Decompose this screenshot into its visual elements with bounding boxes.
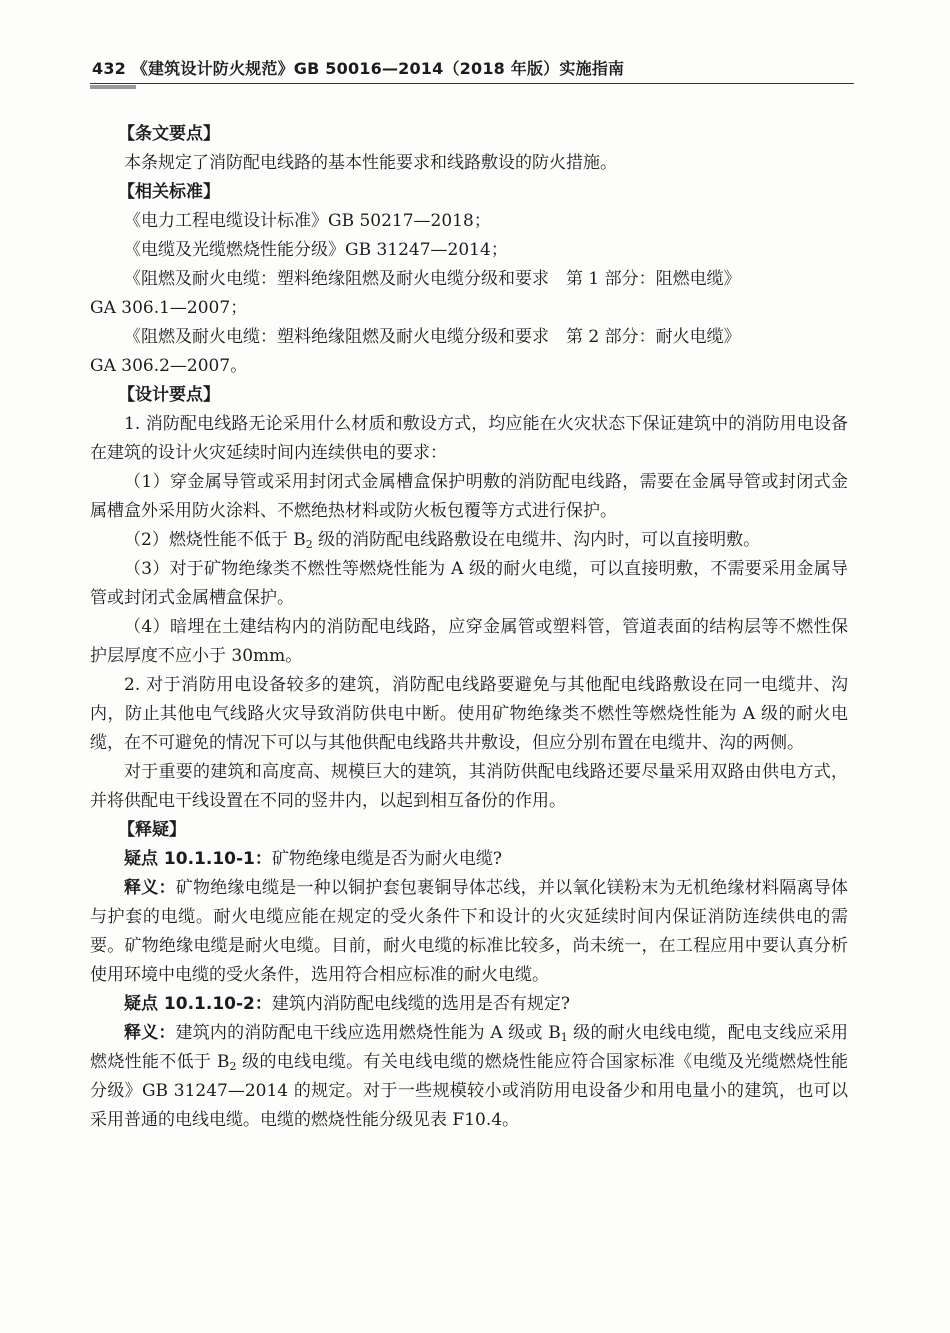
question-text: 矿物绝缘电缆是否为耐火电缆? [271,849,502,869]
answer-label: 释义： [124,1023,176,1043]
subscript: 2 [305,538,313,551]
header-rule [90,83,854,84]
book-title: 《建筑设计防火规范》GB 50016—2014（2018 年版）实施指南 [131,59,625,78]
paragraph: （1）穿金属导管或采用封闭式金属槽盒保护明敷的消防配电线路，需要在金属导管或封闭式金属槽盒外采用防火涂料、不燃绝热材料或防火板包覆等方式进行保护。 [90,472,848,521]
paragraph: （4）暗埋在土建结构内的消防配电线路，应穿金属管或塑料管，管道表面的结构层等不燃性保护层厚度不应小于 30mm。 [90,617,848,666]
paragraph: 1. 消防配电线路无论采用什么材质和敷设方式，均应能在火灾状态下保证建筑中的消防用电设备在建筑的设计火灾延续时间内连续供电的要求： [90,414,848,463]
standard-item-cont: GA 306.2—2007。 [90,356,248,376]
paragraph: 本条规定了消防配电线路的基本性能要求和线路敷设的防火措施。 [124,153,617,173]
standard-item-cont: GA 306.1—2007； [90,298,248,318]
paragraph: 2. 对于消防用电设备较多的建筑，消防配电线路要避免与其他配电线路敷设在同一电缆井、沟内，防止其他电气线路火灾导致消防供电中断。使用矿物绝缘类不燃性等燃烧性能为 A 级的耐火电缆，在不可避免的情况下可以与其他供配电线路共井敷设，但应分别布置在电缆井、沟的两侧。 [90,675,848,753]
answer [90,874,848,990]
question-label: 疑点 10.1.10-1： [124,849,272,869]
paragraph [90,526,848,555]
header-mark [90,85,136,89]
standard-text: 《阻燃及耐火电缆：塑料绝缘阻燃及耐火电缆分级和要求 第 2 部分：耐火电缆》 [124,327,741,347]
standard-item: 《电力工程电缆设计标准》GB 50217—2018； [124,211,491,231]
section-heading-clarifications: 【释疑】 [118,820,186,840]
answer-label: 释义： [124,878,176,898]
running-header [92,56,852,79]
question [90,845,848,874]
subscript: 1 [560,1031,568,1044]
question [90,990,848,1019]
text-run: （2）燃烧性能不低于 B [124,530,306,550]
standard-text: 《阻燃及耐火电缆：塑料绝缘阻燃及耐火电缆分级和要求 第 1 部分：阻燃电缆》 [124,269,741,289]
answer [90,1019,848,1135]
question-label: 疑点 10.1.10-2： [124,994,272,1014]
text-run: 级的电线电缆。有关电线电缆的燃烧性能应符合国家标准《电缆及光缆燃烧性能分级》GB 31247—2014 的规定。对于一些规模较小或消防用电设备少和用电量小的建筑，也可以采用普通的电线电缆。电缆的燃烧性能分级见表 F10.4。 [90,1052,848,1130]
answer-text: 矿物绝缘电缆是一种以铜护套包裹铜导体芯线，并以氧化镁粉末为无机绝缘材料隔离导体与护套的电缆。耐火电缆应能在规定的受火条件下和设计的火灾延续时间内保证消防连续供电的需要。矿物绝缘电缆是耐火电缆。目前，耐火电缆的标准比较多，尚未统一，在工程应用中要认真分析使用环境中电缆的受火条件，选用符合相应标准的耐火电缆。 [90,878,849,985]
standard-item [90,265,848,294]
paragraph: 对于重要的建筑和高度高、规模巨大的建筑，其消防供配电线路还要尽量采用双路由供电方式，并将供配电干线设置在不同的竖井内，以起到相互备份的作用。 [90,762,848,811]
section-heading-related-standards: 【相关标准】 [118,182,220,202]
standard-item: 《电缆及光缆燃烧性能分级》GB 31247—2014； [124,240,508,260]
subscript: 2 [229,1060,237,1073]
question-text: 建筑内消防配电线缆的选用是否有规定? [271,994,570,1014]
page-body [90,120,848,1135]
paragraph: （3）对于矿物绝缘类不燃性等燃烧性能为 A 级的耐火电缆，可以直接明敷，不需要采用金属导管或封闭式金属槽盒保护。 [90,559,848,608]
text-run: 建筑内的消防配电干线应选用燃烧性能为 A 级或 B [175,1023,561,1043]
page-number: 432 [92,59,126,78]
section-heading-design-points: 【设计要点】 [118,385,220,405]
section-heading-key-points: 【条文要点】 [118,124,220,144]
standard-item [90,323,848,352]
text-run: 级的消防配电线路敷设在电缆井、沟内时，可以直接明敷。 [312,530,761,550]
text-run: 级的耐火电线电缆，配电支线应采用燃烧性能不低于 B [90,1023,849,1072]
